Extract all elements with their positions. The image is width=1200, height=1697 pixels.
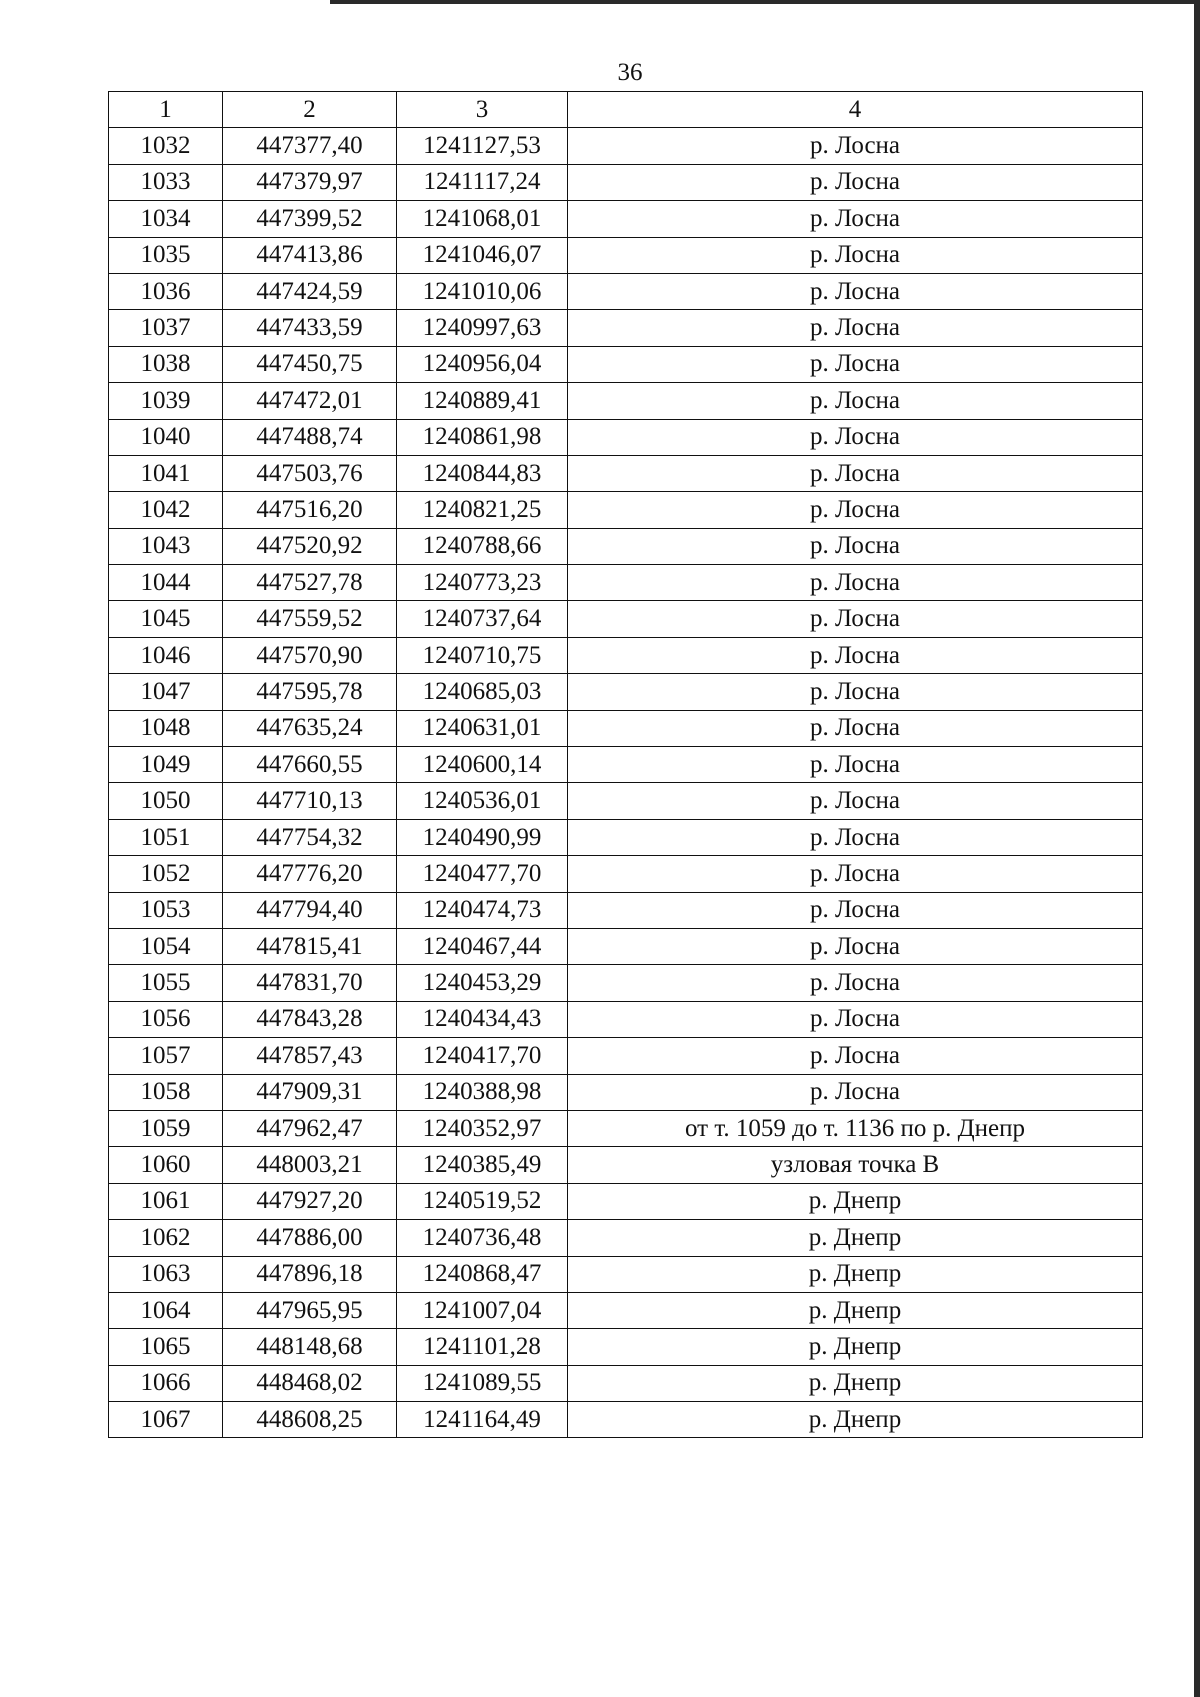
y-coordinate-cell: 1240631,01 [397,710,568,746]
boundary-description-cell: р. Днепр [568,1183,1143,1219]
point-number-cell: 1046 [109,637,223,673]
x-coordinate-cell: 447377,40 [223,128,397,164]
x-coordinate-cell: 447635,24 [223,710,397,746]
table-row [109,1038,1143,1074]
y-coordinate-cell: 1241164,49 [397,1402,568,1438]
y-coordinate-cell: 1240477,70 [397,856,568,892]
point-number-cell: 1061 [109,1183,223,1219]
point-number-cell: 1041 [109,455,223,491]
table-row [109,1147,1143,1183]
point-number-cell: 1034 [109,201,223,237]
point-number-cell: 1052 [109,856,223,892]
scan-edge-right [1194,0,1200,1697]
table-row [109,492,1143,528]
x-coordinate-cell: 447710,13 [223,783,397,819]
y-coordinate-cell: 1240773,23 [397,565,568,601]
boundary-description-cell: р. Лосна [568,747,1143,783]
column-header-3: 3 [397,92,568,128]
table-row [109,892,1143,928]
boundary-description-cell: р. Лосна [568,965,1143,1001]
y-coordinate-cell: 1241046,07 [397,237,568,273]
table-row [109,201,1143,237]
point-number-cell: 1063 [109,1256,223,1292]
table-row [109,128,1143,164]
boundary-description-cell: р. Лосна [568,1074,1143,1110]
x-coordinate-cell: 447413,86 [223,237,397,273]
y-coordinate-cell: 1241007,04 [397,1292,568,1328]
point-number-cell: 1037 [109,310,223,346]
boundary-description-cell: р. Лосна [568,1038,1143,1074]
x-coordinate-cell: 447527,78 [223,565,397,601]
table-row [109,346,1143,382]
y-coordinate-cell: 1241101,28 [397,1329,568,1365]
x-coordinate-cell: 447433,59 [223,310,397,346]
point-number-cell: 1036 [109,273,223,309]
boundary-description-cell: р. Лосна [568,637,1143,673]
point-number-cell: 1044 [109,565,223,601]
x-coordinate-cell: 447794,40 [223,892,397,928]
boundary-description-cell: р. Днепр [568,1329,1143,1365]
table-row [109,928,1143,964]
page-number: 36 [617,59,643,86]
x-coordinate-cell: 448608,25 [223,1402,397,1438]
x-coordinate-cell: 447399,52 [223,201,397,237]
table-row [109,455,1143,491]
x-coordinate-cell: 447559,52 [223,601,397,637]
y-coordinate-cell: 1240736,48 [397,1220,568,1256]
y-coordinate-cell: 1240490,99 [397,819,568,855]
x-coordinate-cell: 447886,00 [223,1220,397,1256]
point-number-cell: 1043 [109,528,223,564]
point-number-cell: 1051 [109,819,223,855]
boundary-description-cell: р. Днепр [568,1220,1143,1256]
y-coordinate-cell: 1240844,83 [397,455,568,491]
y-coordinate-cell: 1240434,43 [397,1001,568,1037]
x-coordinate-cell: 447776,20 [223,856,397,892]
table-row [109,747,1143,783]
point-number-cell: 1054 [109,928,223,964]
boundary-description-cell: р. Лосна [568,164,1143,200]
point-number-cell: 1057 [109,1038,223,1074]
x-coordinate-cell: 447660,55 [223,747,397,783]
boundary-description-cell: р. Лосна [568,819,1143,855]
boundary-description-cell: р. Лосна [568,928,1143,964]
y-coordinate-cell: 1240710,75 [397,637,568,673]
y-coordinate-cell: 1240385,49 [397,1147,568,1183]
boundary-description-cell: р. Лосна [568,856,1143,892]
point-number-cell: 1064 [109,1292,223,1328]
point-number-cell: 1045 [109,601,223,637]
point-number-cell: 1049 [109,747,223,783]
point-number-cell: 1033 [109,164,223,200]
y-coordinate-cell: 1240956,04 [397,346,568,382]
boundary-description-cell: р. Днепр [568,1402,1143,1438]
point-number-cell: 1056 [109,1001,223,1037]
boundary-description-cell: р. Лосна [568,455,1143,491]
y-coordinate-cell: 1240453,29 [397,965,568,1001]
y-coordinate-cell: 1241117,24 [397,164,568,200]
x-coordinate-cell: 448003,21 [223,1147,397,1183]
boundary-description-cell: р. Лосна [568,273,1143,309]
boundary-description-cell: р. Лосна [568,128,1143,164]
x-coordinate-cell: 447595,78 [223,674,397,710]
point-number-cell: 1047 [109,674,223,710]
table-row [109,1110,1143,1146]
x-coordinate-cell: 447965,95 [223,1292,397,1328]
boundary-description-cell: р. Днепр [568,1292,1143,1328]
y-coordinate-cell: 1240519,52 [397,1183,568,1219]
boundary-description-cell: р. Днепр [568,1365,1143,1401]
table-row [109,1256,1143,1292]
x-coordinate-cell: 448468,02 [223,1365,397,1401]
y-coordinate-cell: 1240685,03 [397,674,568,710]
point-number-cell: 1060 [109,1147,223,1183]
x-coordinate-cell: 447843,28 [223,1001,397,1037]
table-row [109,819,1143,855]
boundary-description-cell: р. Лосна [568,346,1143,382]
x-coordinate-cell: 447962,47 [223,1110,397,1146]
point-number-cell: 1066 [109,1365,223,1401]
boundary-description-cell: р. Лосна [568,310,1143,346]
point-number-cell: 1038 [109,346,223,382]
column-header-2: 2 [223,92,397,128]
x-coordinate-cell: 447927,20 [223,1183,397,1219]
point-number-cell: 1065 [109,1329,223,1365]
boundary-description-cell: р. Лосна [568,201,1143,237]
table-row [109,273,1143,309]
table-row [109,1292,1143,1328]
y-coordinate-cell: 1241127,53 [397,128,568,164]
column-header-1: 1 [109,92,223,128]
y-coordinate-cell: 1240997,63 [397,310,568,346]
x-coordinate-cell: 447520,92 [223,528,397,564]
scan-edge-top [330,0,1200,4]
table-row [109,1074,1143,1110]
y-coordinate-cell: 1240352,97 [397,1110,568,1146]
boundary-description-cell: р. Лосна [568,565,1143,601]
y-coordinate-cell: 1240417,70 [397,1038,568,1074]
table-row [109,237,1143,273]
point-number-cell: 1032 [109,128,223,164]
x-coordinate-cell: 447424,59 [223,273,397,309]
boundary-description-cell: р. Лосна [568,492,1143,528]
point-number-cell: 1058 [109,1074,223,1110]
x-coordinate-cell: 448148,68 [223,1329,397,1365]
x-coordinate-cell: 447450,75 [223,346,397,382]
y-coordinate-cell: 1240474,73 [397,892,568,928]
y-coordinate-cell: 1241089,55 [397,1365,568,1401]
y-coordinate-cell: 1240821,25 [397,492,568,528]
x-coordinate-cell: 447831,70 [223,965,397,1001]
boundary-description-cell: р. Лосна [568,892,1143,928]
y-coordinate-cell: 1241068,01 [397,201,568,237]
y-coordinate-cell: 1240388,98 [397,1074,568,1110]
table-row [109,164,1143,200]
table-row [109,783,1143,819]
point-number-cell: 1062 [109,1220,223,1256]
boundary-description-cell: р. Лосна [568,528,1143,564]
x-coordinate-cell: 447815,41 [223,928,397,964]
x-coordinate-cell: 447896,18 [223,1256,397,1292]
x-coordinate-cell: 447570,90 [223,637,397,673]
boundary-description-cell: р. Днепр [568,1256,1143,1292]
column-header-4: 4 [568,92,1143,128]
boundary-description-cell: р. Лосна [568,419,1143,455]
y-coordinate-cell: 1240889,41 [397,383,568,419]
point-number-cell: 1048 [109,710,223,746]
point-number-cell: 1042 [109,492,223,528]
boundary-description-cell: р. Лосна [568,1001,1143,1037]
boundary-description-cell: узловая точка В [568,1147,1143,1183]
coordinates-table [108,91,1143,1438]
boundary-description-cell: р. Лосна [568,237,1143,273]
point-number-cell: 1035 [109,237,223,273]
boundary-description-cell: р. Лосна [568,674,1143,710]
x-coordinate-cell: 447503,76 [223,455,397,491]
boundary-description-cell: р. Лосна [568,383,1143,419]
table-row [109,1220,1143,1256]
point-number-cell: 1055 [109,965,223,1001]
table-row [109,1001,1143,1037]
y-coordinate-cell: 1240600,14 [397,747,568,783]
table-row [109,601,1143,637]
table-row [109,856,1143,892]
y-coordinate-cell: 1240861,98 [397,419,568,455]
boundary-description-cell: р. Лосна [568,710,1143,746]
point-number-cell: 1039 [109,383,223,419]
x-coordinate-cell: 447857,43 [223,1038,397,1074]
table-row [109,1329,1143,1365]
table-row [109,674,1143,710]
table-row [109,419,1143,455]
x-coordinate-cell: 447472,01 [223,383,397,419]
table-row [109,1402,1143,1438]
y-coordinate-cell: 1240467,44 [397,928,568,964]
y-coordinate-cell: 1240788,66 [397,528,568,564]
point-number-cell: 1040 [109,419,223,455]
table-body [109,128,1143,1438]
table-row [109,528,1143,564]
y-coordinate-cell: 1240737,64 [397,601,568,637]
boundary-description-cell: от т. 1059 до т. 1136 по р. Днепр [568,1110,1143,1146]
x-coordinate-cell: 447379,97 [223,164,397,200]
table-header-row [109,92,1143,128]
x-coordinate-cell: 447516,20 [223,492,397,528]
point-number-cell: 1050 [109,783,223,819]
point-number-cell: 1059 [109,1110,223,1146]
point-number-cell: 1067 [109,1402,223,1438]
x-coordinate-cell: 447909,31 [223,1074,397,1110]
table-row [109,1365,1143,1401]
table-row [109,565,1143,601]
table-row [109,310,1143,346]
boundary-description-cell: р. Лосна [568,783,1143,819]
y-coordinate-cell: 1241010,06 [397,273,568,309]
y-coordinate-cell: 1240536,01 [397,783,568,819]
point-number-cell: 1053 [109,892,223,928]
x-coordinate-cell: 447488,74 [223,419,397,455]
x-coordinate-cell: 447754,32 [223,819,397,855]
table-row [109,965,1143,1001]
y-coordinate-cell: 1240868,47 [397,1256,568,1292]
table-row [109,383,1143,419]
table-row [109,637,1143,673]
table-row [109,1183,1143,1219]
table-row [109,710,1143,746]
boundary-description-cell: р. Лосна [568,601,1143,637]
